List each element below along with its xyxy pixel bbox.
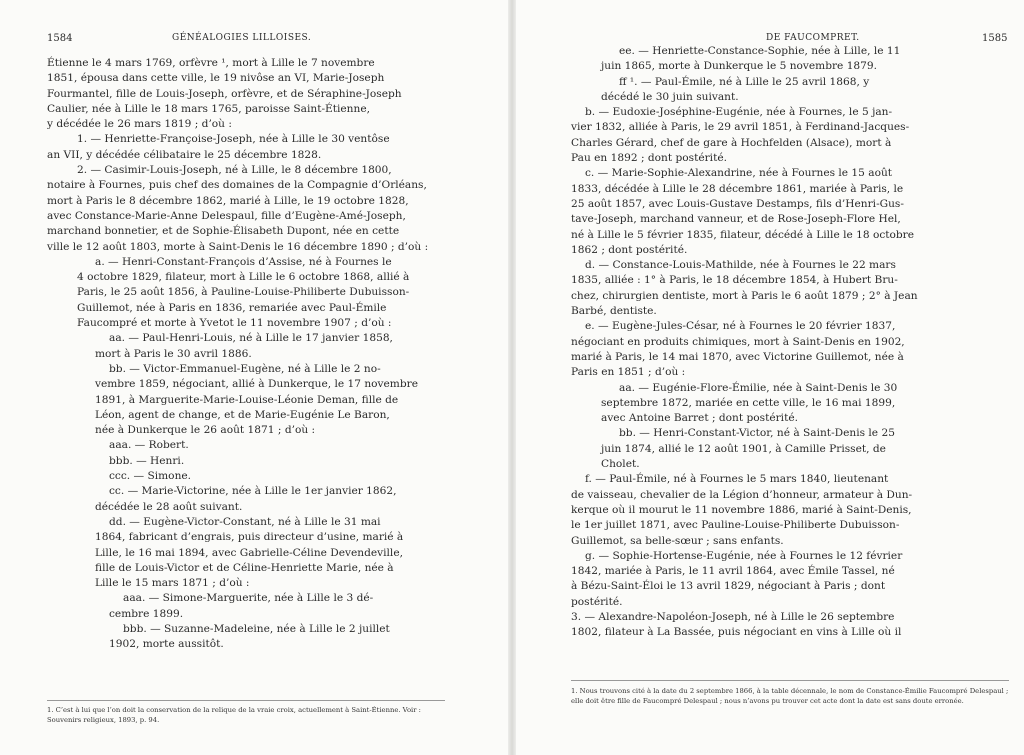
text-line: Guillemot, sa belle-sœur ; sans enfants. bbox=[571, 534, 784, 547]
text-line: vier 1832, alliée à Paris, le 29 avril 1851, à Ferdinand-Jacques- bbox=[571, 121, 910, 134]
text-line: bbb. — Henri. bbox=[109, 454, 185, 467]
text-line: marchand bonnetier, et de Sophie-Élisabeth Dupont, née en cette bbox=[47, 225, 400, 238]
text-line: bb. — Henri-Constant-Victor, né à Saint-Denis le 25 bbox=[619, 427, 895, 440]
text-line: Fourmantel, fille de Louis-Joseph, orfèvre, et de Séraphine-Joseph bbox=[47, 87, 402, 100]
text-line: 1864, fabricant d’engrais, puis directeur d’usine, marié à bbox=[95, 531, 404, 544]
text-line: 1902, morte aussitôt. bbox=[109, 638, 224, 651]
text-line: Paris, le 25 août 1856, à Pauline-Louise-Philiberte Dubuisson- bbox=[77, 286, 410, 299]
text-line: y décédée le 26 mars 1819 ; d’où : bbox=[47, 118, 232, 131]
text-line: 3. — Alexandre-Napoléon-Joseph, né à Lille le 26 septembre bbox=[571, 610, 895, 623]
text-line: Léon, agent de change, et de Marie-Eugénie Le Baron, bbox=[95, 408, 390, 421]
text-line: septembre 1872, mariée en cette ville, le 16 mai 1899, bbox=[601, 396, 896, 409]
text-line: de vaisseau, chevalier de la Légion d’honneur, armateur à Dun- bbox=[571, 488, 913, 501]
text-line: 1851, épousa dans cette ville, le 19 nivôse an VI, Marie-Joseph bbox=[47, 72, 385, 85]
left-footnote-rule bbox=[47, 700, 445, 701]
left-running-head: GÉNÉALOGIES LILLOISES. bbox=[172, 33, 312, 43]
text-line: dd. — Eugène-Victor-Constant, né à Lille le 31 mai bbox=[109, 515, 381, 528]
text-line: c. — Marie-Sophie-Alexandrine, née à Fournes le 15 août bbox=[585, 167, 893, 180]
text-line: 4 octobre 1829, filateur, mort à Lille le 6 octobre 1868, allié à bbox=[77, 271, 410, 284]
text-line: an VII, y décédée célibataire le 25 décembre 1828. bbox=[47, 148, 322, 161]
text-line: Étienne le 4 mars 1769, orfèvre ¹, mort à Lille le 7 novembre bbox=[47, 57, 375, 69]
text-line: notaire à Fournes, puis chef des domaines de la Compagnie d’Orléans, bbox=[47, 179, 427, 192]
text-line: d. — Constance-Louis-Mathilde, née à Fournes le 22 mars bbox=[585, 259, 896, 272]
text-line: Lille le 15 mars 1871 ; d’où : bbox=[95, 577, 250, 590]
text-line: décédé le 30 juin suivant. bbox=[601, 90, 739, 103]
text-line: vembre 1859, négociant, allié à Dunkerque, le 17 novembre bbox=[95, 378, 418, 391]
text-line: bbb. — Suzanne-Madeleine, née à Lille le 2 juillet bbox=[123, 622, 390, 635]
text-line: Pau en 1892 ; dont postérité. bbox=[571, 152, 727, 165]
text-line: négociant en produits chimiques, mort à Saint-Denis en 1902, bbox=[571, 335, 905, 348]
text-line: bb. — Victor-Emmanuel-Eugène, né à Lille le 2 no- bbox=[109, 362, 381, 375]
text-line: f. — Paul-Émile, né à Fournes le 5 mars 1840, lieutenant bbox=[585, 473, 889, 486]
text-line: à Bézu-Saint-Éloi le 13 avril 1829, négociant à Paris ; dont bbox=[571, 580, 886, 593]
text-line: g. — Sophie-Hortense-Eugénie, née à Fournes le 12 février bbox=[585, 549, 903, 562]
text-line: a. — Henri-Constant-François d’Assise, né à Fournes le bbox=[95, 255, 392, 268]
text-line: kerque où il mourut le 11 novembre 1886, marié à Saint-Denis, bbox=[571, 503, 912, 516]
text-line: tave-Joseph, marchand vanneur, et de Rose-Joseph-Flore Hel, bbox=[571, 213, 901, 226]
text-line: marié à Paris, le 14 mai 1870, avec Victorine Guillemot, née à bbox=[571, 350, 904, 363]
text-line: avec Antoine Barret ; dont postérité. bbox=[601, 412, 798, 425]
right-page bbox=[516, 0, 1024, 755]
text-line: cc. — Marie-Victorine, née à Lille le 1er janvier 1862, bbox=[109, 485, 397, 498]
text-line: cembre 1899. bbox=[109, 607, 184, 620]
text-line: 1835, alliée : 1° à Paris, le 18 décembre 1854, à Hubert Bru- bbox=[571, 274, 898, 287]
text-line: le 1er juillet 1871, avec Pauline-Louise-Philiberte Dubuisson- bbox=[571, 519, 900, 532]
text-line: Faucompré et morte à Yvetot le 11 novembre 1907 ; d’où : bbox=[77, 317, 392, 330]
book-gutter bbox=[508, 0, 516, 755]
right-footnote: 1. Nous trouvons cité à la date du 2 septembre 1866, à la table décennale, le nom de Constance-Émilie Faucompré Delespaul ; elle doit être fille de Faucompré Delespaul ; nous n’avons pu trouver cet acte dont la date est sans doute erronée. bbox=[571, 687, 1009, 705]
text-line: e. — Eugène-Jules-César, né à Fournes le 20 février 1837, bbox=[585, 320, 896, 333]
left-page-number: 1584 bbox=[47, 33, 73, 44]
text-line: aa. — Paul-Henri-Louis, né à Lille le 17 janvier 1858, bbox=[109, 332, 393, 345]
text-line: 1862 ; dont postérité. bbox=[571, 243, 688, 256]
right-footnote-rule bbox=[571, 680, 1009, 681]
text-line: chez, chirurgien dentiste, mort à Paris le 6 août 1879 ; 2° à Jean bbox=[571, 289, 918, 302]
text-line: 1. — Henriette-Françoise-Joseph, née à Lille le 30 ventôse bbox=[77, 133, 390, 146]
text-line: 1802, filateur à La Bassée, puis négociant en vins à Lille où il bbox=[571, 626, 902, 639]
text-line: né à Lille le 5 février 1835, filateur, décédé à Lille le 18 octobre bbox=[571, 228, 915, 241]
text-line: fille de Louis-Victor et de Céline-Henriette Marie, née à bbox=[95, 561, 394, 574]
text-line: Barbé, dentiste. bbox=[571, 305, 657, 318]
text-line: Lille, le 16 mai 1894, avec Gabrielle-Céline Devendeville, bbox=[95, 546, 403, 559]
text-line: Charles Gérard, chef de gare à Hochfelden (Alsace), mort à bbox=[571, 136, 892, 149]
text-line: aaa. — Robert. bbox=[109, 439, 189, 452]
text-line: b. — Eudoxie-Joséphine-Eugénie, née à Fournes, le 5 jan- bbox=[585, 106, 893, 119]
text-line: ville le 12 août 1803, morte à Saint-Denis le 16 décembre 1890 ; d’où : bbox=[47, 240, 429, 253]
text-line: Cholet. bbox=[601, 458, 640, 471]
text-line: Guillemot, née à Paris en 1836, remariée avec Paul-Émile bbox=[77, 301, 387, 314]
text-line: 1842, mariée à Paris, le 11 avril 1864, avec Émile Tassel, né bbox=[571, 565, 895, 578]
left-footnote: 1. C’est à lui que l’on doit la conservation de la relique de la vraie croix, actuellement à Saint-Étienne. Voir : Souvenirs religieux, 1893, p. 94. bbox=[47, 706, 421, 724]
text-line: juin 1874, allié le 12 août 1901, à Camille Prisset, de bbox=[601, 442, 886, 455]
text-line: ee. — Henriette-Constance-Sophie, née à Lille, le 11 bbox=[619, 45, 901, 57]
text-line: mort à Paris le 30 avril 1886. bbox=[95, 347, 252, 360]
text-line: ccc. — Simone. bbox=[109, 470, 192, 483]
right-page-number: 1585 bbox=[982, 33, 1008, 44]
right-running-head: DE FAUCOMPRET. bbox=[766, 33, 860, 43]
text-line: postérité. bbox=[571, 595, 623, 608]
text-line: ff ¹. — Paul-Émile, né à Lille le 25 avril 1868, y bbox=[619, 75, 870, 88]
left-page bbox=[0, 0, 508, 755]
text-line: 25 août 1857, avec Louis-Gustave Destamps, fils d’Henri-Gus- bbox=[571, 197, 904, 210]
left-page-text bbox=[47, 56, 437, 653]
text-line: Paris en 1851 ; d’où : bbox=[571, 366, 686, 379]
text-line: née à Dunkerque le 26 août 1871 ; d’où : bbox=[95, 424, 316, 437]
text-line: juin 1865, morte à Dunkerque le 5 novembre 1879. bbox=[601, 60, 878, 73]
text-line: Caulier, née à Lille le 18 mars 1765, paroisse Saint-Étienne, bbox=[47, 102, 370, 115]
text-line: aaa. — Simone-Marguerite, née à Lille le 3 dé- bbox=[123, 592, 374, 605]
text-line: 1891, à Marguerite-Marie-Louise-Léonie Deman, fille de bbox=[95, 393, 399, 406]
text-line: 2. — Casimir-Louis-Joseph, né à Lille, le 8 décembre 1800, bbox=[77, 164, 392, 177]
right-page-text bbox=[571, 44, 1009, 641]
text-line: avec Constance-Marie-Anne Delespaul, fille d’Eugène-Amé-Joseph, bbox=[47, 209, 406, 222]
text-line: aa. — Eugénie-Flore-Émilie, née à Saint-Denis le 30 bbox=[619, 381, 898, 394]
text-line: mort à Paris le 8 décembre 1862, marié à Lille, le 19 octobre 1828, bbox=[47, 194, 409, 207]
text-line: décédée le 28 août suivant. bbox=[95, 500, 243, 513]
text-line: 1833, décédée à Lille le 28 décembre 1861, mariée à Paris, le bbox=[571, 182, 904, 195]
